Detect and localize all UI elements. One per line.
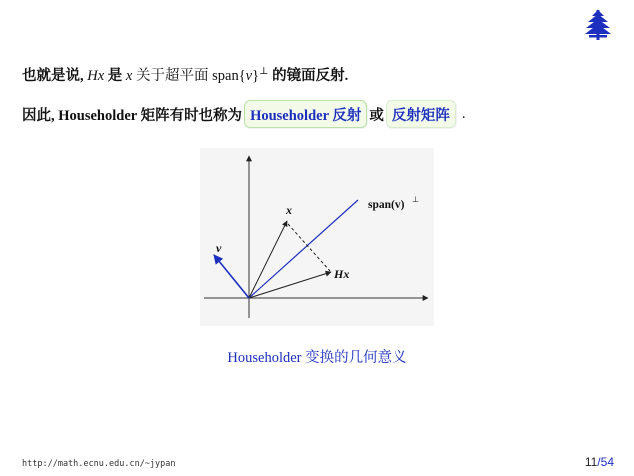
math-x: x bbox=[125, 68, 133, 84]
householder-diagram bbox=[200, 148, 434, 326]
definition-lead: 因此, Householder 矩阵有时也称为 bbox=[22, 107, 243, 124]
label-x: x bbox=[286, 203, 292, 217]
vector-v bbox=[214, 255, 249, 298]
statement-tail: 的镜面反射. bbox=[268, 68, 349, 84]
term-householder-reflection: Householder 反射 bbox=[244, 100, 367, 128]
university-logo-icon bbox=[583, 8, 613, 42]
page-number bbox=[585, 455, 614, 469]
definition-period: . bbox=[461, 105, 466, 122]
math-hx: Hx bbox=[87, 68, 105, 84]
label-v: v bbox=[216, 241, 222, 255]
page-current: 11 bbox=[584, 455, 598, 469]
statement-is: 是 bbox=[104, 68, 126, 84]
label-span-v: span(v) bbox=[368, 199, 405, 211]
statement-hyperplane: 关于超平面 span{ bbox=[132, 68, 246, 84]
householder-figure bbox=[200, 148, 434, 326]
label-span-perp: ⊥ bbox=[412, 195, 419, 204]
vector-x bbox=[249, 221, 287, 298]
definition-line bbox=[22, 100, 466, 128]
math-perp: ⊥ bbox=[259, 66, 269, 78]
definition-or: 或 bbox=[369, 107, 384, 124]
term-reflection-matrix: 反射矩阵 bbox=[386, 100, 456, 128]
math-brace-close: } bbox=[252, 68, 260, 84]
math-v: v bbox=[245, 68, 253, 84]
figure-caption: Householder 变换的几何意义 bbox=[227, 350, 407, 366]
page-separator: / bbox=[597, 455, 601, 469]
page-total: 54 bbox=[600, 455, 614, 469]
label-hx: Hx bbox=[334, 267, 350, 281]
statement-lead: 也就是说, bbox=[22, 68, 88, 84]
statement-line bbox=[22, 64, 348, 85]
span-v-perp-line bbox=[249, 200, 358, 298]
footer-url-link[interactable]: http://math.ecnu.edu.cn/~jypan bbox=[22, 459, 176, 469]
vector-hx bbox=[249, 272, 331, 298]
